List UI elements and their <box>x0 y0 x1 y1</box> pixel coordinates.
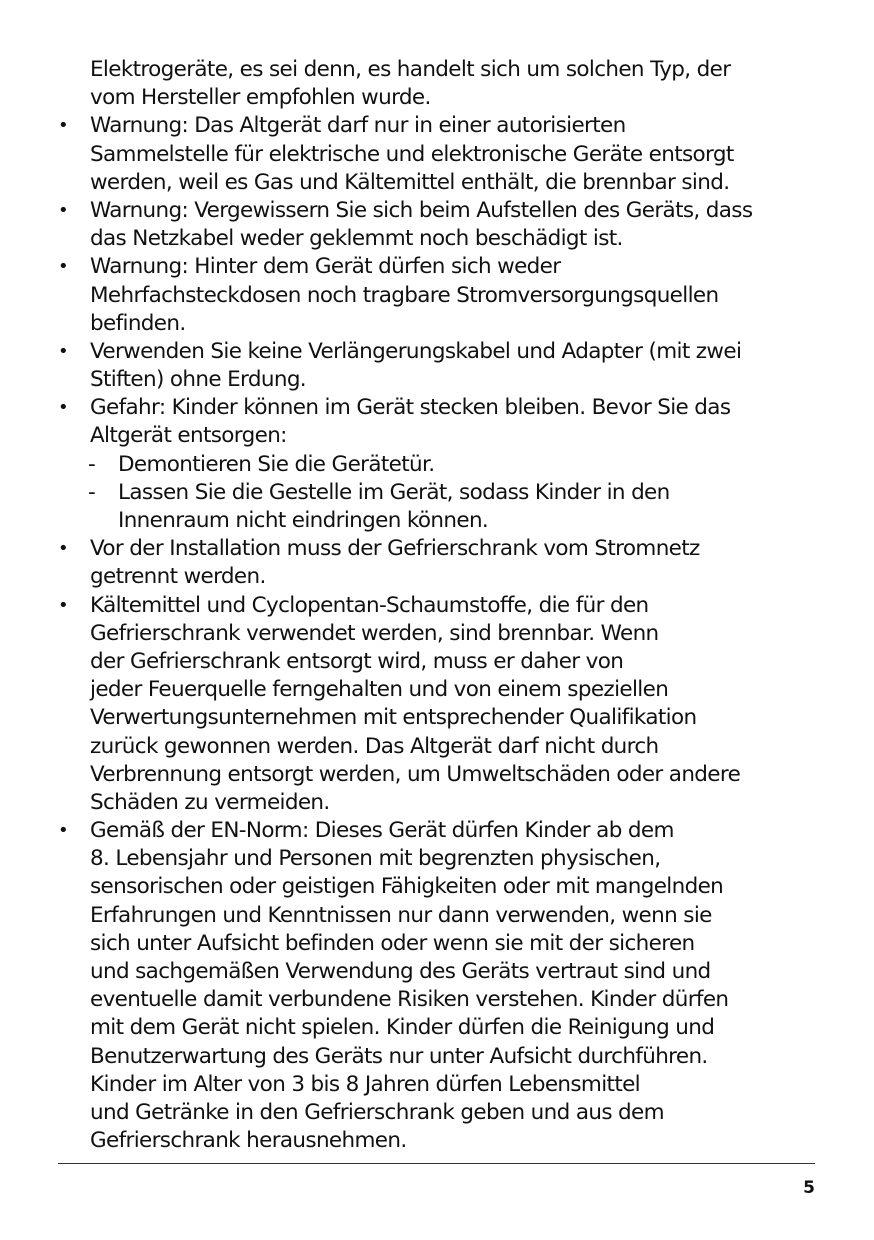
page-number: 5 <box>803 1178 815 1198</box>
text-line <box>58 563 818 591</box>
dash-icon: - <box>88 451 96 477</box>
line-text: Benutzerwartung des Geräts nur unter Aufsicht durchführen. <box>90 1043 708 1069</box>
line-text: Warnung: Hinter dem Gerät dürfen sich weder <box>90 254 561 280</box>
line-text: der Gefrierschrank entsorgt wird, muss er daher von <box>90 648 624 674</box>
line-text: eventuelle damit verbundene Risiken verstehen. Kinder dürfen <box>90 987 729 1013</box>
line-text: Mehrfachsteckdosen noch tragbare Stromversorgungsquellen <box>90 282 719 308</box>
text-line <box>58 733 818 761</box>
text-line <box>58 958 818 986</box>
sub-item <box>58 479 818 507</box>
text-line <box>58 761 818 789</box>
line-text: Stiften) ohne Erdung. <box>90 367 306 393</box>
bullet-icon: • <box>58 820 68 842</box>
bullet-icon: • <box>58 340 68 362</box>
text-line <box>58 845 818 873</box>
text-line <box>58 84 818 112</box>
line-text: Altgerät entsorgen: <box>90 423 287 449</box>
text-line <box>58 366 818 394</box>
text-line <box>58 169 818 197</box>
line-text: mit dem Gerät nicht spielen. Kinder dürfen die Reinigung und <box>90 1015 715 1041</box>
line-text: vom Hersteller empfohlen wurde. <box>90 85 431 111</box>
bullet-icon: • <box>58 538 68 560</box>
line-text: sensorischen oder geistigen Fähigkeiten oder mit mangelnden <box>90 874 724 900</box>
line-text: Erfahrungen und Kenntnissen nur dann verwenden, wenn sie <box>90 902 712 928</box>
line-text: getrennt werden. <box>90 564 266 590</box>
line-text: Gemäß der EN-Norm: Dieses Gerät dürfen Kinder ab dem <box>90 818 674 844</box>
text-line <box>58 1127 818 1155</box>
line-text: Vor der Installation muss der Gefrierschrank vom Stromnetz <box>90 536 700 562</box>
text-line <box>58 620 818 648</box>
bullet-item <box>58 817 818 845</box>
text-line <box>58 986 818 1014</box>
text-line <box>58 1014 818 1042</box>
bullet-item <box>58 535 818 563</box>
line-text: Demontieren Sie die Gerätetür. <box>118 451 435 477</box>
text-line <box>58 282 818 310</box>
line-text: und Getränke in den Gefrierschrank geben und aus dem <box>90 1099 664 1125</box>
text-line <box>58 507 818 535</box>
text-line <box>58 1099 818 1127</box>
text-line <box>58 422 818 450</box>
text-line <box>58 704 818 732</box>
text-line <box>58 873 818 901</box>
text-line <box>58 1043 818 1071</box>
text-line <box>58 930 818 958</box>
line-text: Kältemittel und Cyclopentan-Schaumstoffe, die für den <box>90 592 649 618</box>
text-line <box>58 1071 818 1099</box>
line-text: Verbrennung entsorgt werden, um Umweltschäden oder andere <box>90 761 741 787</box>
bullet-item <box>58 112 818 140</box>
bullet-icon: • <box>58 594 68 616</box>
line-text: jeder Feuerquelle ferngehalten und von einem speziellen <box>90 677 669 703</box>
text-line <box>58 648 818 676</box>
line-text: Kinder im Alter von 3 bis 8 Jahren dürfen Lebensmittel <box>90 1071 641 1097</box>
line-text: sich unter Aufsicht befinden oder wenn sie mit der sicheren <box>90 930 695 956</box>
dash-icon: - <box>88 479 96 505</box>
line-text: zurück gewonnen werden. Das Altgerät darf nicht durch <box>90 733 659 759</box>
line-text: und sachgemäßen Verwendung des Geräts vertraut sind und <box>90 959 711 984</box>
line-text: Warnung: Vergewissern Sie sich beim Aufstellen des Geräts, dass <box>90 197 753 223</box>
sub-item <box>58 451 818 479</box>
line-text: Schäden zu vermeiden. <box>90 789 330 815</box>
text-line <box>58 676 818 704</box>
bullet-icon: • <box>58 199 68 221</box>
bullet-item <box>58 394 818 422</box>
line-text: werden, weil es Gas und Kältemittel enthält, die brennbar sind. <box>90 169 730 195</box>
line-text: Lassen Sie die Gestelle im Gerät, sodass Kinder in den <box>118 479 670 505</box>
line-text: befinden. <box>90 310 186 336</box>
text-line <box>58 789 818 817</box>
line-text: Sammelstelle für elektrische und elektronische Geräte entsorgt <box>90 141 734 167</box>
line-text: Gefrierschrank herausnehmen. <box>90 1128 407 1154</box>
bullet-icon: • <box>58 397 68 419</box>
line-text: Elektrogeräte, es sei denn, es handelt sich um solchen Typ, der <box>90 57 731 82</box>
line-text: Gefrierschrank verwendet werden, sind brennbar. Wenn <box>90 620 659 646</box>
bullet-item <box>58 197 818 225</box>
line-text: Warnung: Das Altgerät darf nur in einer autorisierten <box>90 113 626 139</box>
text-line <box>58 225 818 253</box>
line-text: Gefahr: Kinder können im Gerät stecken bleiben. Bevor Sie das <box>90 395 731 421</box>
line-text: das Netzkabel weder geklemmt noch beschädigt ist. <box>90 226 623 252</box>
bullet-item <box>58 253 818 281</box>
bullet-item <box>58 592 818 620</box>
line-text: Innenraum nicht eindringen können. <box>118 508 489 533</box>
line-text: Verwertungsunternehmen mit entsprechender Qualifikation <box>90 705 697 731</box>
text-line <box>58 141 818 169</box>
text-line <box>58 56 818 84</box>
text-line <box>58 310 818 338</box>
bullet-item <box>58 338 818 366</box>
document-body <box>58 56 818 1155</box>
line-text: 8. Lebensjahr und Personen mit begrenzten physischen, <box>90 846 661 872</box>
footer-divider <box>58 1163 815 1164</box>
text-line <box>58 902 818 930</box>
line-text: Verwenden Sie keine Verlängerungskabel und Adapter (mit zwei <box>90 338 742 364</box>
bullet-icon: • <box>58 115 68 137</box>
bullet-icon: • <box>58 256 68 278</box>
